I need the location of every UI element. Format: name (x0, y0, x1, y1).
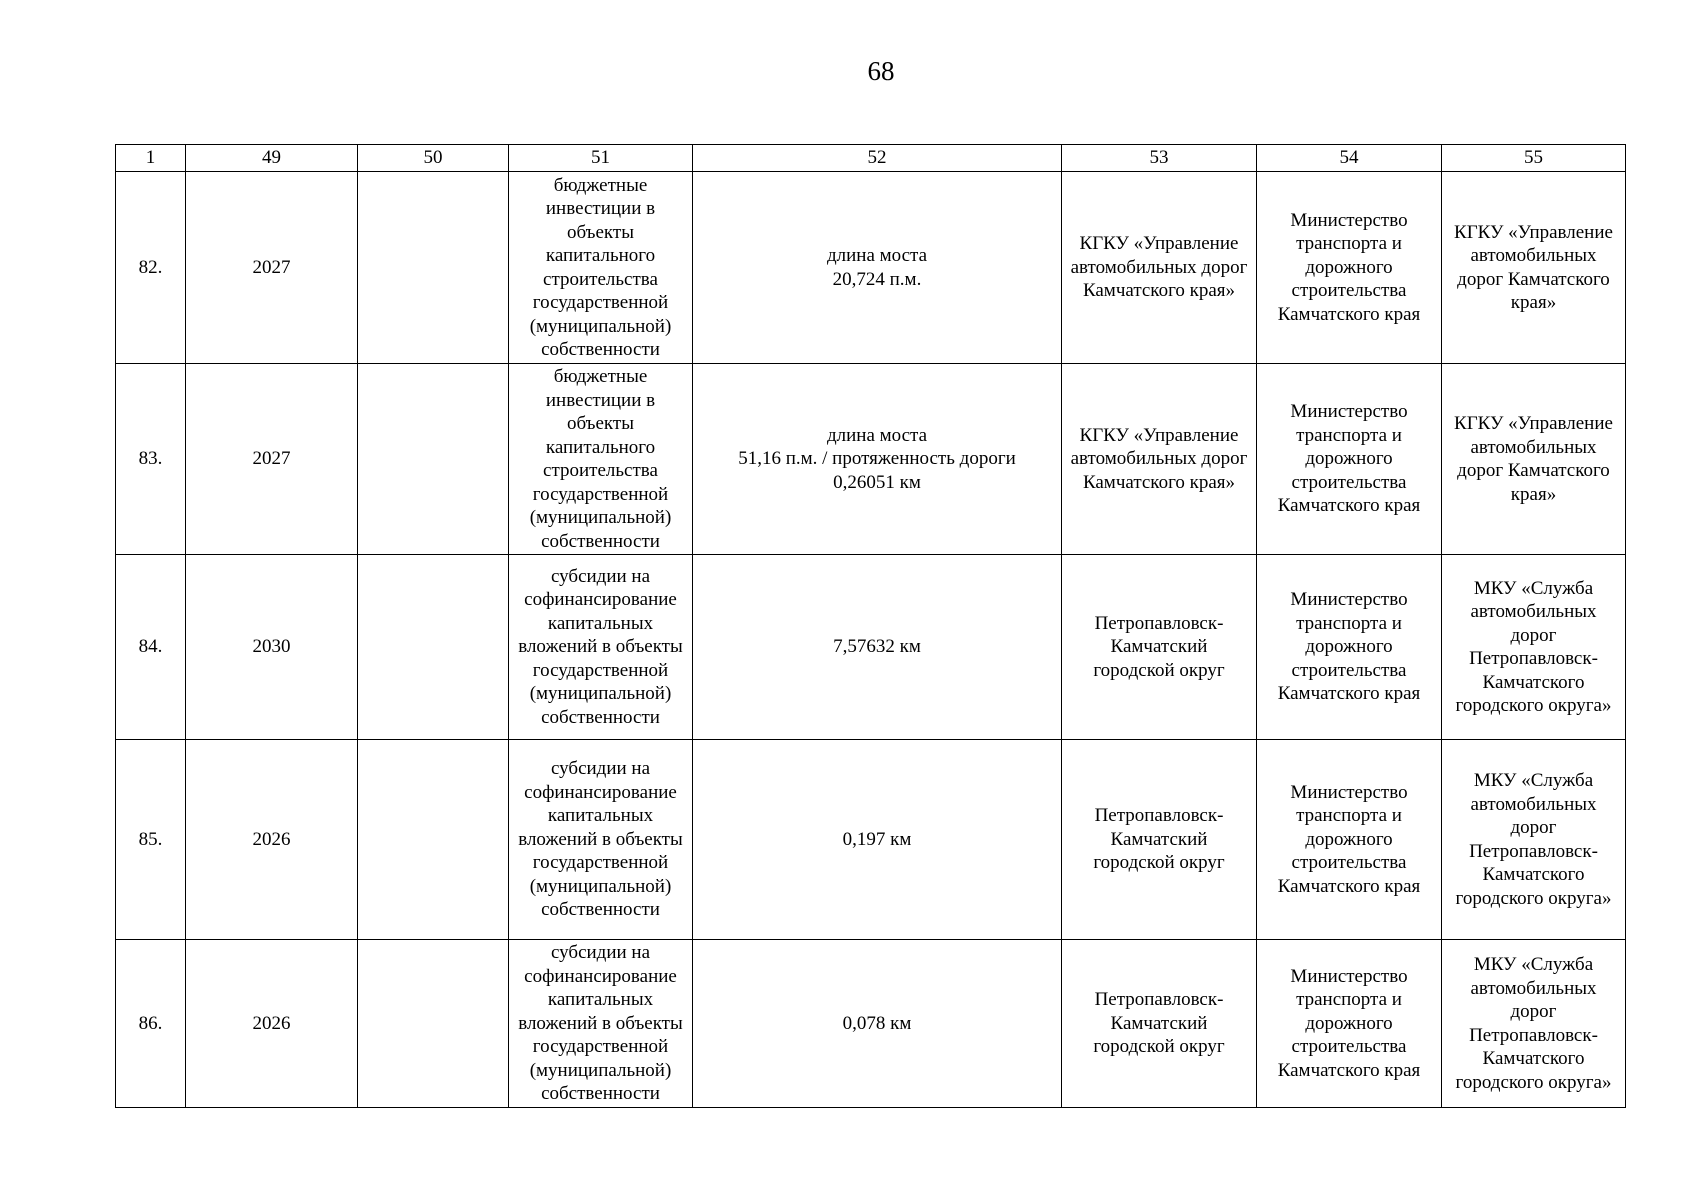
funding-cell: бюджетные инвестиции в объекты капитального строительства государственной (муниципальной) собственности (509, 364, 693, 555)
col50-cell (358, 172, 509, 364)
table-row (116, 172, 1626, 364)
developer-cell: КГКУ «Управление автомобильных дорог Камчатского края» (1442, 364, 1626, 555)
customer-cell: КГКУ «Управление автомобильных дорог Камчатского края» (1062, 172, 1257, 364)
customer-cell: КГКУ «Управление автомобильных дорог Камчатского края» (1062, 364, 1257, 555)
year-cell: 2026 (186, 940, 358, 1108)
customer-cell: Петропавловск- Камчатский городской округ (1062, 555, 1257, 740)
col50-cell (358, 940, 509, 1108)
responsible-cell: Министерство транспорта и дорожного строительства Камчатского края (1257, 172, 1442, 364)
developer-cell: МКУ «Служба автомобильных дорог Петропавловск- Камчатского городского округа» (1442, 740, 1626, 940)
capacity-cell: 7,57632 км (693, 555, 1062, 740)
table-row (116, 740, 1626, 940)
row-number-cell: 82. (116, 172, 186, 364)
responsible-cell: Министерство транспорта и дорожного строительства Камчатского края (1257, 940, 1442, 1108)
row-number-cell: 85. (116, 740, 186, 940)
header-col-51: 51 (509, 145, 693, 172)
data-table (115, 144, 1626, 1108)
capacity-cell: 0,197 км (693, 740, 1062, 940)
customer-cell: Петропавловск- Камчатский городской округ (1062, 940, 1257, 1108)
header-col-54: 54 (1257, 145, 1442, 172)
row-number-cell: 84. (116, 555, 186, 740)
row-number-cell: 86. (116, 940, 186, 1108)
capacity-cell: длина моста 20,724 п.м. (693, 172, 1062, 364)
customer-cell: Петропавловск- Камчатский городской округ (1062, 740, 1257, 940)
year-cell: 2030 (186, 555, 358, 740)
funding-cell: субсидии на софинансирование капитальных вложений в объекты государственной (муниципальной) собственности (509, 555, 693, 740)
responsible-cell: Министерство транспорта и дорожного строительства Камчатского края (1257, 364, 1442, 555)
developer-cell: КГКУ «Управление автомобильных дорог Камчатского края» (1442, 172, 1626, 364)
header-col-1: 1 (116, 145, 186, 172)
table-row (116, 364, 1626, 555)
header-row (116, 145, 1626, 172)
responsible-cell: Министерство транспорта и дорожного строительства Камчатского края (1257, 740, 1442, 940)
developer-cell: МКУ «Служба автомобильных дорог Петропавловск- Камчатского городского округа» (1442, 555, 1626, 740)
header-col-53: 53 (1062, 145, 1257, 172)
funding-cell: субсидии на софинансирование капитальных вложений в объекты государственной (муниципальной) собственности (509, 740, 693, 940)
year-cell: 2027 (186, 364, 358, 555)
funding-cell: субсидии на софинансирование капитальных вложений в объекты государственной (муниципальной) собственности (509, 940, 693, 1108)
table-row (116, 940, 1626, 1108)
developer-cell: МКУ «Служба автомобильных дорог Петропавловск- Камчатского городского округа» (1442, 940, 1626, 1108)
table-header (116, 145, 1626, 172)
capacity-cell: длина моста 51,16 п.м. / протяженность дороги 0,26051 км (693, 364, 1062, 555)
capacity-cell: 0,078 км (693, 940, 1062, 1108)
header-col-52: 52 (693, 145, 1062, 172)
responsible-cell: Министерство транспорта и дорожного строительства Камчатского края (1257, 555, 1442, 740)
year-cell: 2026 (186, 740, 358, 940)
col50-cell (358, 555, 509, 740)
table-row (116, 555, 1626, 740)
header-col-49: 49 (186, 145, 358, 172)
row-number-cell: 83. (116, 364, 186, 555)
header-col-50: 50 (358, 145, 509, 172)
page-number: 68 (867, 56, 895, 86)
col50-cell (358, 364, 509, 555)
table-body (116, 172, 1626, 1108)
year-cell: 2027 (186, 172, 358, 364)
funding-cell: бюджетные инвестиции в объекты капитального строительства государственной (муниципальной) собственности (509, 172, 693, 364)
header-col-55: 55 (1442, 145, 1626, 172)
col50-cell (358, 740, 509, 940)
